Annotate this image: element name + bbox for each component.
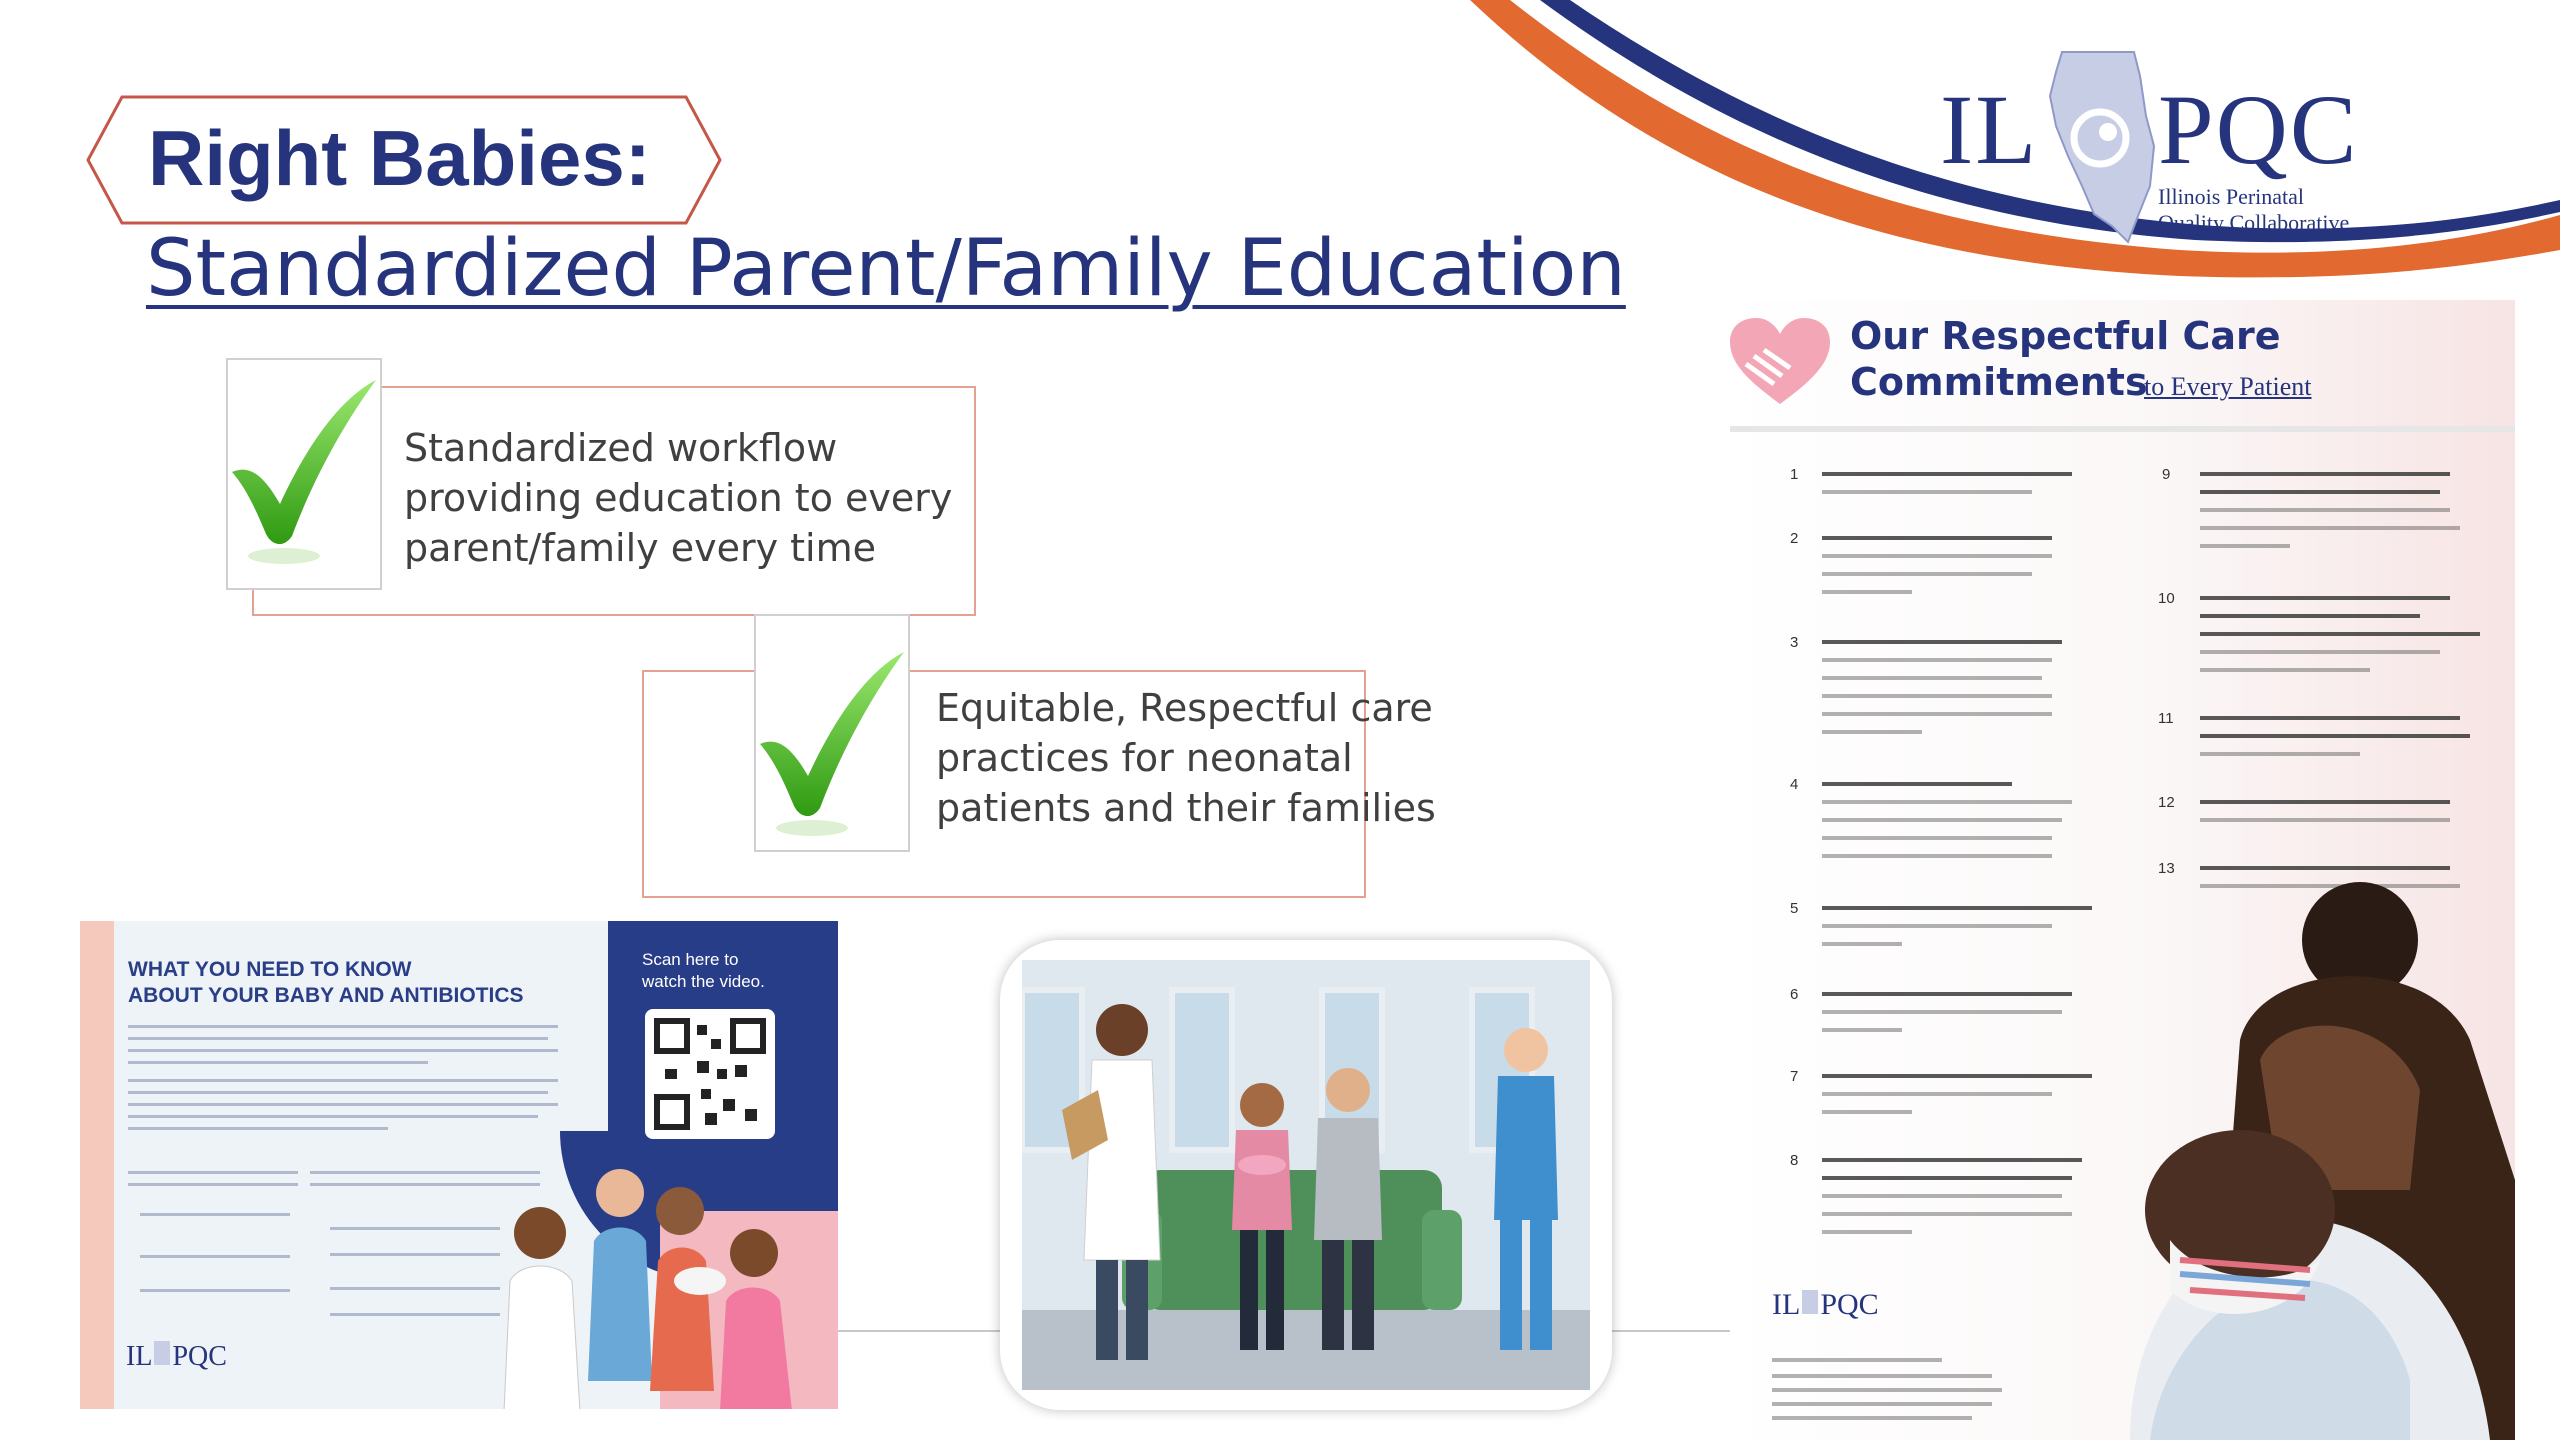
heart-hands-icon bbox=[1730, 318, 1830, 408]
flyer-heading-line1: WHAT YOU NEED TO KNOW bbox=[128, 958, 412, 981]
poster-item-number: 5 bbox=[1790, 900, 1799, 917]
poster-text-line bbox=[2200, 596, 2450, 600]
point-2-line-2: practices for neonatal bbox=[936, 736, 1353, 780]
poster-item-number: 13 bbox=[2158, 860, 2175, 877]
page-subtitle: Standardized Parent/Family Education bbox=[146, 224, 1626, 314]
poster-item-number: 3 bbox=[1790, 634, 1799, 651]
poster-text-line bbox=[2200, 490, 2440, 494]
qr-code-icon bbox=[645, 1009, 775, 1139]
poster-text-line bbox=[2200, 650, 2440, 654]
flyer-scan-line2: watch the video. bbox=[642, 972, 765, 991]
point-1-line-1: Standardized workflow bbox=[404, 426, 838, 470]
poster-text-line bbox=[2200, 800, 2450, 804]
flyer-text-line bbox=[128, 1115, 538, 1118]
illinois-state-icon bbox=[2042, 46, 2162, 246]
mother-baby-photo bbox=[2090, 860, 2515, 1440]
ilpqc-logo bbox=[1930, 38, 2390, 248]
poster-text-line bbox=[2200, 508, 2450, 512]
poster-text-line bbox=[1822, 1074, 2092, 1078]
flyer-logo-mark bbox=[154, 1341, 170, 1365]
point-1-line-3: parent/family every time bbox=[404, 526, 877, 570]
poster-item-number: 12 bbox=[2158, 794, 2175, 811]
checkmark-icon bbox=[228, 360, 380, 588]
flyer-text-line bbox=[128, 1127, 388, 1130]
flyer-logo-il: IL bbox=[126, 1341, 153, 1372]
poster-text-line bbox=[2200, 818, 2450, 822]
connector-line-right bbox=[1612, 1330, 1730, 1332]
flyer-text-line bbox=[128, 1025, 558, 1028]
poster-text-line bbox=[1822, 472, 2072, 476]
flyer-logo-pqc: PQC bbox=[172, 1341, 227, 1372]
poster-text-line bbox=[1822, 1092, 2052, 1096]
poster-text-line bbox=[1822, 1230, 1912, 1234]
poster-footer-line bbox=[1772, 1358, 1942, 1362]
poster-item-number: 10 bbox=[2158, 590, 2175, 607]
flyer-heading-line2: ABOUT YOUR BABY AND ANTIBIOTICS bbox=[128, 984, 524, 1007]
qr-pattern bbox=[645, 1009, 775, 1139]
flyer-scan-line1: Scan here to bbox=[642, 950, 739, 969]
flyer-logo bbox=[126, 1341, 227, 1373]
flyer-text-line bbox=[128, 1037, 548, 1040]
poster-title-line1: Our Respectful Care bbox=[1850, 314, 2281, 358]
poster-footer-line bbox=[1772, 1374, 1992, 1378]
poster-logo-pqc: PQC bbox=[1820, 1288, 1879, 1321]
poster-item-number: 8 bbox=[1790, 1152, 1799, 1169]
poster-text-line bbox=[1822, 836, 2052, 840]
poster-text-line bbox=[1822, 572, 2032, 576]
flyer-text-line bbox=[128, 1103, 558, 1106]
poster-text-line bbox=[2200, 752, 2360, 756]
flyer-text-line bbox=[128, 1171, 298, 1174]
poster-text-line bbox=[1822, 1176, 2072, 1180]
poster-footer-line bbox=[1772, 1388, 2002, 1392]
poster-text-line bbox=[1822, 536, 2052, 540]
poster-item-number: 7 bbox=[1790, 1068, 1799, 1085]
poster-text-line bbox=[2200, 632, 2480, 636]
flyer-text-line bbox=[330, 1253, 500, 1256]
poster-text-line bbox=[1822, 1028, 1902, 1032]
poster-text-line bbox=[1822, 676, 2042, 680]
poster-text-line bbox=[1822, 942, 1902, 946]
poster-text-line bbox=[1822, 490, 2032, 494]
title-banner bbox=[86, 95, 722, 225]
poster-text-line bbox=[1822, 818, 2062, 822]
flyer-text-line bbox=[140, 1255, 290, 1258]
poster-item-number: 11 bbox=[2158, 710, 2174, 727]
flyer-family-illustration bbox=[500, 1141, 838, 1409]
flyer-text-line bbox=[128, 1091, 548, 1094]
flyer-text-line bbox=[128, 1079, 558, 1082]
video-thumbnail[interactable] bbox=[1000, 940, 1612, 1410]
point-2-line-3: patients and their families bbox=[936, 786, 1436, 830]
poster-text-line bbox=[2200, 668, 2370, 672]
flyer-heading bbox=[128, 957, 588, 1009]
poster-divider bbox=[1730, 426, 2515, 432]
poster-text-line bbox=[1822, 1010, 2062, 1014]
flyer-text-line bbox=[140, 1289, 290, 1292]
poster-title-suffix: to Every Patient bbox=[2144, 372, 2312, 401]
poster-text-line bbox=[1822, 1110, 1912, 1114]
flyer-text-line bbox=[140, 1213, 290, 1216]
page-title: Right Babies: bbox=[148, 114, 651, 202]
poster-text-line bbox=[1822, 1212, 2072, 1216]
flyer-side-strip bbox=[80, 921, 114, 1409]
poster-text-line bbox=[2200, 526, 2460, 530]
poster-text-line bbox=[1822, 1158, 2082, 1162]
poster-text-line bbox=[1822, 590, 1912, 594]
poster-text-line bbox=[1822, 924, 2052, 928]
poster-item-number: 4 bbox=[1790, 776, 1799, 793]
logo-subtitle-line1: Illinois Perinatal bbox=[2158, 184, 2305, 209]
poster-text-line bbox=[1822, 992, 2072, 996]
flyer-scan-text bbox=[642, 949, 802, 993]
poster-text-line bbox=[1822, 782, 2012, 786]
poster-text-line bbox=[1822, 694, 2052, 698]
poster-text-line bbox=[1822, 730, 1922, 734]
poster-text-line bbox=[2200, 544, 2290, 548]
poster-text-line bbox=[1822, 640, 2062, 644]
poster-text-line bbox=[1822, 800, 2072, 804]
respectful-care-poster bbox=[1730, 300, 2515, 1440]
flyer-text-line bbox=[330, 1313, 500, 1316]
flyer-text-line bbox=[128, 1049, 558, 1052]
flyer-text-line bbox=[330, 1287, 500, 1290]
poster-item-number: 2 bbox=[1790, 530, 1799, 547]
poster-text-line bbox=[1822, 658, 2052, 662]
poster-item-number: 6 bbox=[1790, 986, 1799, 1003]
poster-logo-mark bbox=[1802, 1290, 1818, 1314]
antibiotics-flyer-image bbox=[80, 921, 838, 1409]
point-text-1 bbox=[404, 423, 964, 573]
poster-text-line bbox=[2200, 472, 2450, 476]
flyer-text-line bbox=[128, 1061, 428, 1064]
checkmark-icon bbox=[756, 616, 908, 850]
logo-subtitle-line2: Quality Collaborative bbox=[2158, 210, 2350, 235]
poster-text-line bbox=[1822, 854, 2052, 858]
poster-text-line bbox=[1822, 906, 2092, 910]
check-box-2 bbox=[754, 614, 910, 852]
poster-footer-line bbox=[1772, 1402, 1992, 1406]
point-text-2 bbox=[936, 683, 1496, 833]
point-1-line-2: providing education to every bbox=[404, 476, 953, 520]
poster-title-line2: Commitments bbox=[1850, 360, 2148, 404]
poster-logo bbox=[1772, 1288, 1879, 1322]
flyer-text-line bbox=[128, 1183, 298, 1186]
poster-item-number: 1 bbox=[1790, 466, 1799, 483]
poster-text-line bbox=[2200, 734, 2470, 738]
point-2-line-1: Equitable, Respectful care bbox=[936, 686, 1433, 730]
check-box-1 bbox=[226, 358, 382, 590]
care-team-illustration bbox=[1022, 960, 1590, 1390]
poster-text-line bbox=[1822, 712, 2052, 716]
connector-line-left bbox=[838, 1330, 1000, 1332]
poster-text-line bbox=[1822, 554, 2052, 558]
poster-text-line bbox=[1822, 1194, 2062, 1198]
poster-item-number: 9 bbox=[2162, 466, 2171, 483]
flyer-text-line bbox=[330, 1227, 500, 1230]
logo-il-text: IL bbox=[1940, 74, 2039, 185]
poster-text-line bbox=[2200, 614, 2420, 618]
poster-logo-il: IL bbox=[1772, 1288, 1801, 1321]
logo-pqc-text: PQC bbox=[2158, 74, 2359, 185]
poster-text-line bbox=[2200, 716, 2460, 720]
poster-footer-line bbox=[1772, 1416, 1972, 1420]
